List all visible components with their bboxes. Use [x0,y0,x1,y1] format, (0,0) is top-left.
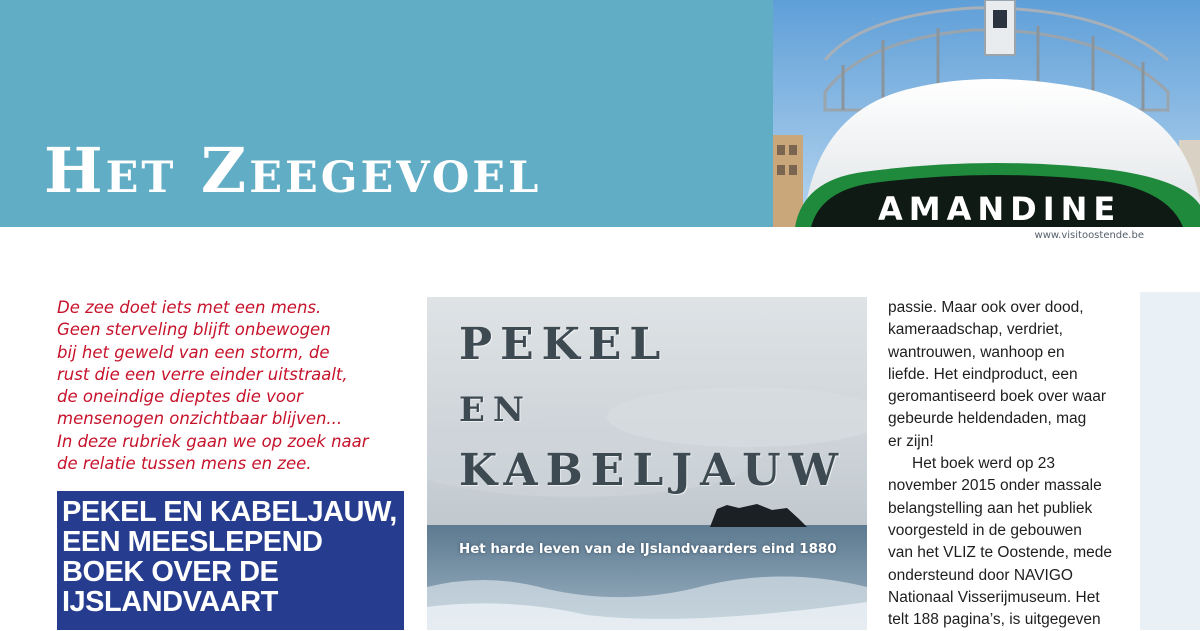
header-band [0,0,773,227]
cover-title-line-2: EN [459,390,532,430]
page-title: Het Zeegevoel [44,134,542,207]
ship-photo-graphic [773,0,1200,227]
cover-subtitle: Het harde leven van de IJslandvaarders eind 1880 [459,542,837,557]
book-cover [427,297,867,630]
article-headline: PEKEL EN KABELJAUW, EEN MEESLEPEND BOEK OVER DE IJSLANDVAART [62,496,397,618]
body-paragraph-2: Het boek werd op 23 november 2015 onder massale belangstelling aan het publiek voorgesteld in de gebouwen van het VLIZ te Oostende, mede ondersteund door NAVIGO Nationaal Visserijmuseum. Het telt 188 pagina’s, is uitgegeven [888,455,1113,629]
cover-title-line-1: PEKEL [459,319,669,370]
headline-box [57,491,404,630]
ship-name: AMANDINE [878,190,1122,227]
ship-photo [773,0,1200,227]
body-paragraph-1: passie. Maar ook over dood, kameraadschap, verdriet, wantrouwen, wanhoop en liefde. Het eindproduct, een geromantiseerd boek over waar gebeurde heldendaden, mag er zijn! [888,299,1106,450]
cover-title-line-3: KABELJAUW [459,445,847,496]
photo-credit: www.visitoostende.be [1034,230,1144,241]
side-panel [1140,292,1200,630]
intro-text: De zee doet iets met een mens. Geen sterveling blijft onbewogen bij het geweld van een storm, de rust die een verre einder uitstraalt, de oneindige dieptes die voor mensenogen onzichtbaar blijven... In deze rubriek gaan we op zoek naar de relatie tussen mens en zee. [57,298,369,474]
article-body [888,297,1128,631]
